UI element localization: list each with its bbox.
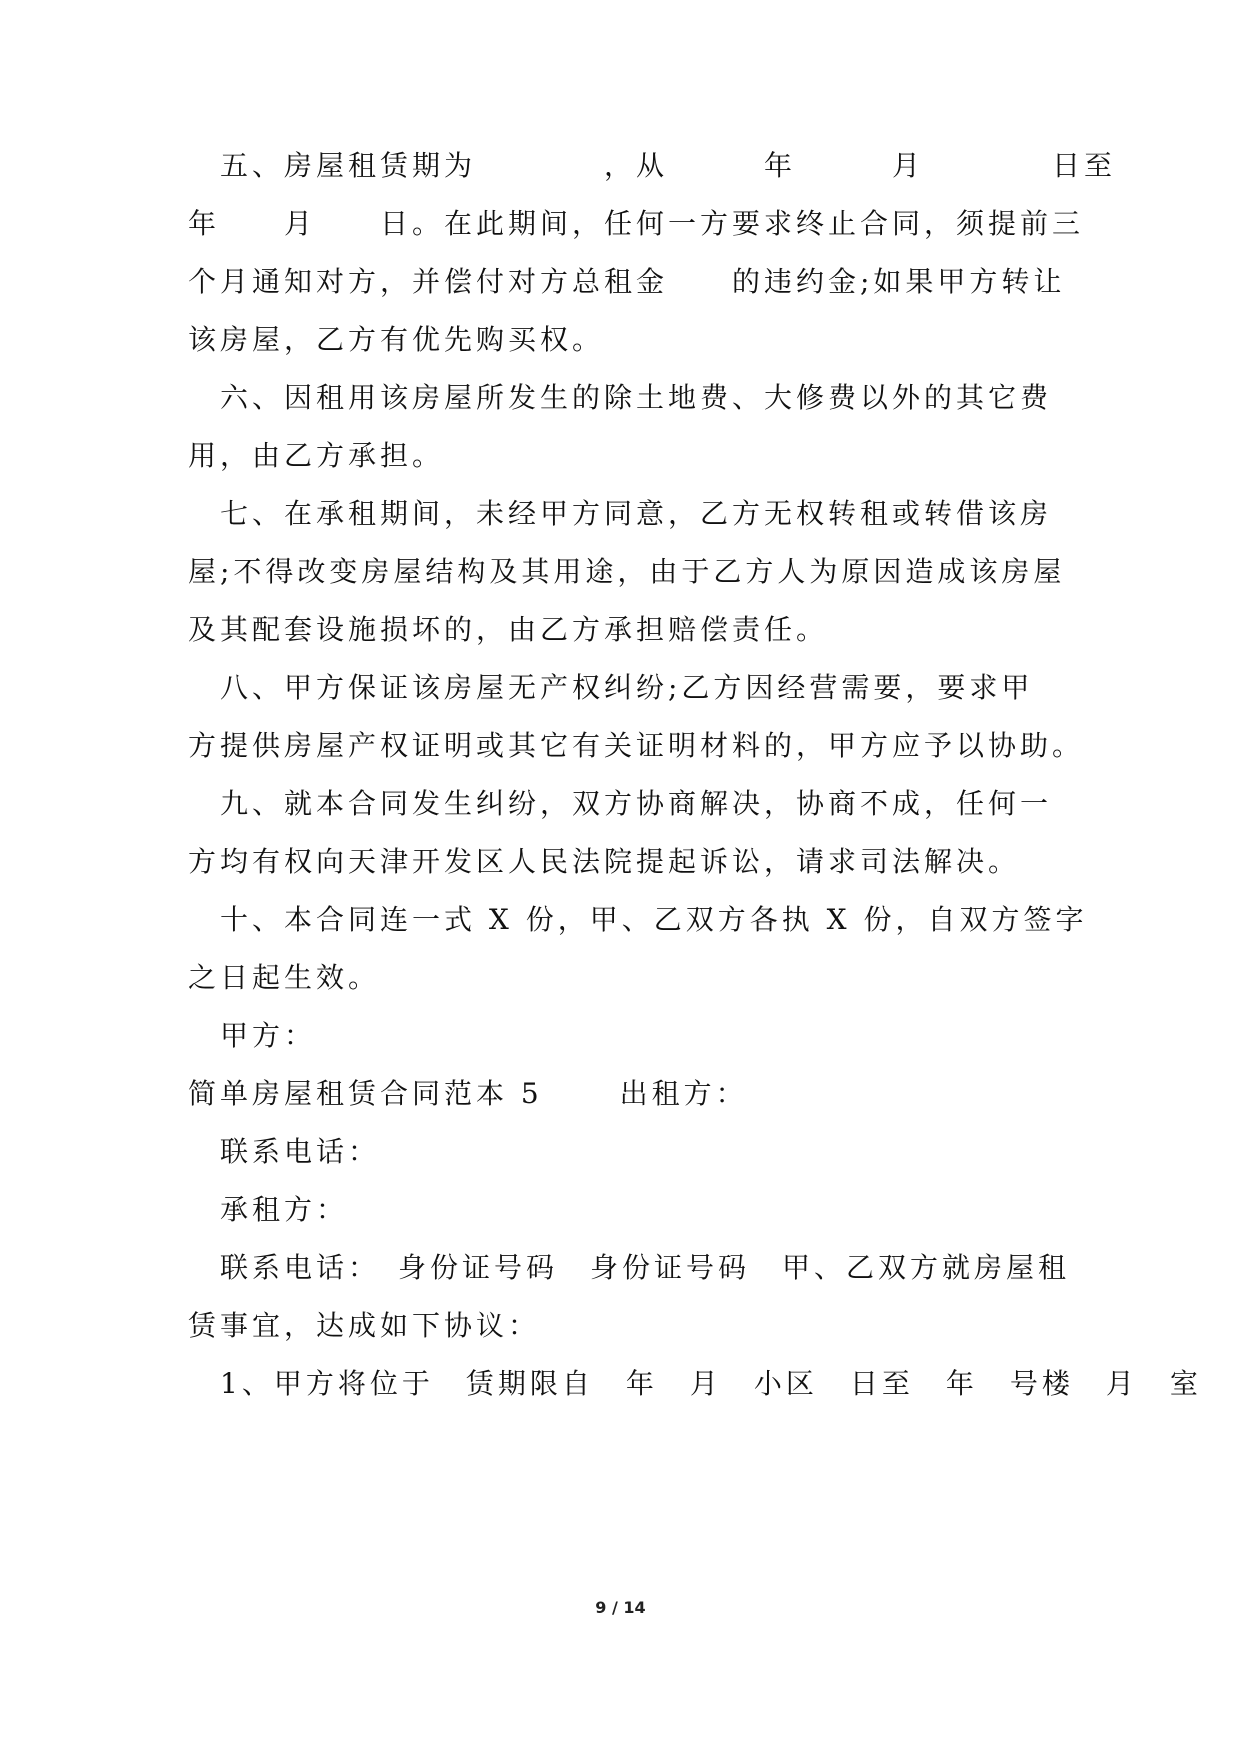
page-number: 9 / 14 (595, 1598, 646, 1617)
clause-9-line-2: 方均有权向天津开发区人民法院提起诉讼，请求司法解决。 (188, 845, 1021, 878)
clause-5-line-3: 个月通知对方，并偿付对方总租金 的违约金;如果甲方转让 (188, 265, 1066, 298)
lessor-phone-label: 联系电话： (188, 1135, 381, 1168)
clause-5-line-4: 该房屋，乙方有优先购买权。 (188, 323, 605, 356)
lessee-phone-id-line: 联系电话： 身份证号码 身份证号码 甲、乙双方就房屋租 (188, 1251, 1071, 1284)
agreement-intro-line: 赁事宜，达成如下协议： (188, 1309, 541, 1342)
clause-6-line-2: 用，由乙方承担。 (188, 439, 445, 472)
template-title-lessor: 简单房屋租赁合同范本 5 出租方： (188, 1077, 748, 1110)
clause-5-line-2: 年 月 日。在此期间，任何一方要求终止合同，须提前三 (188, 207, 1085, 240)
party-a-label: 甲方： (188, 1019, 317, 1052)
clause-7-line-3: 及其配套设施损坏的，由乙方承担赔偿责任。 (188, 613, 829, 646)
clause-10-line-1: 十、本合同连一式 X 份，甲、乙双方各执 X 份，自双方签字 (188, 903, 1088, 936)
clause-5-line-1: 五、房屋租赁期为 ，从 年 月 日至 (188, 149, 1117, 182)
clause-9-line-1: 九、就本合同发生纠纷，双方协商解决，协商不成，任何一 (188, 787, 1053, 820)
clause-10-line-2: 之日起生效。 (188, 961, 381, 994)
clause-8-line-2: 方提供房屋产权证明或其它有关证明材料的，甲方应予以协助。 (188, 729, 1085, 762)
item-1-line: 1、甲方将位于 赁期限自 年 月 小区 日至 年 号楼 月 室 (188, 1367, 1202, 1400)
clause-7-line-1: 七、在承租期间，未经甲方同意，乙方无权转租或转借该房 (188, 497, 1053, 530)
clause-8-line-1: 八、甲方保证该房屋无产权纠纷;乙方因经营需要，要求甲 (188, 671, 1034, 704)
clause-6-line-1: 六、因租用该房屋所发生的除土地费、大修费以外的其它费 (188, 381, 1053, 414)
lessee-label: 承租方： (188, 1193, 349, 1226)
clause-7-line-2: 屋;不得改变房屋结构及其用途，由于乙方人为原因造成该房屋 (188, 555, 1066, 588)
